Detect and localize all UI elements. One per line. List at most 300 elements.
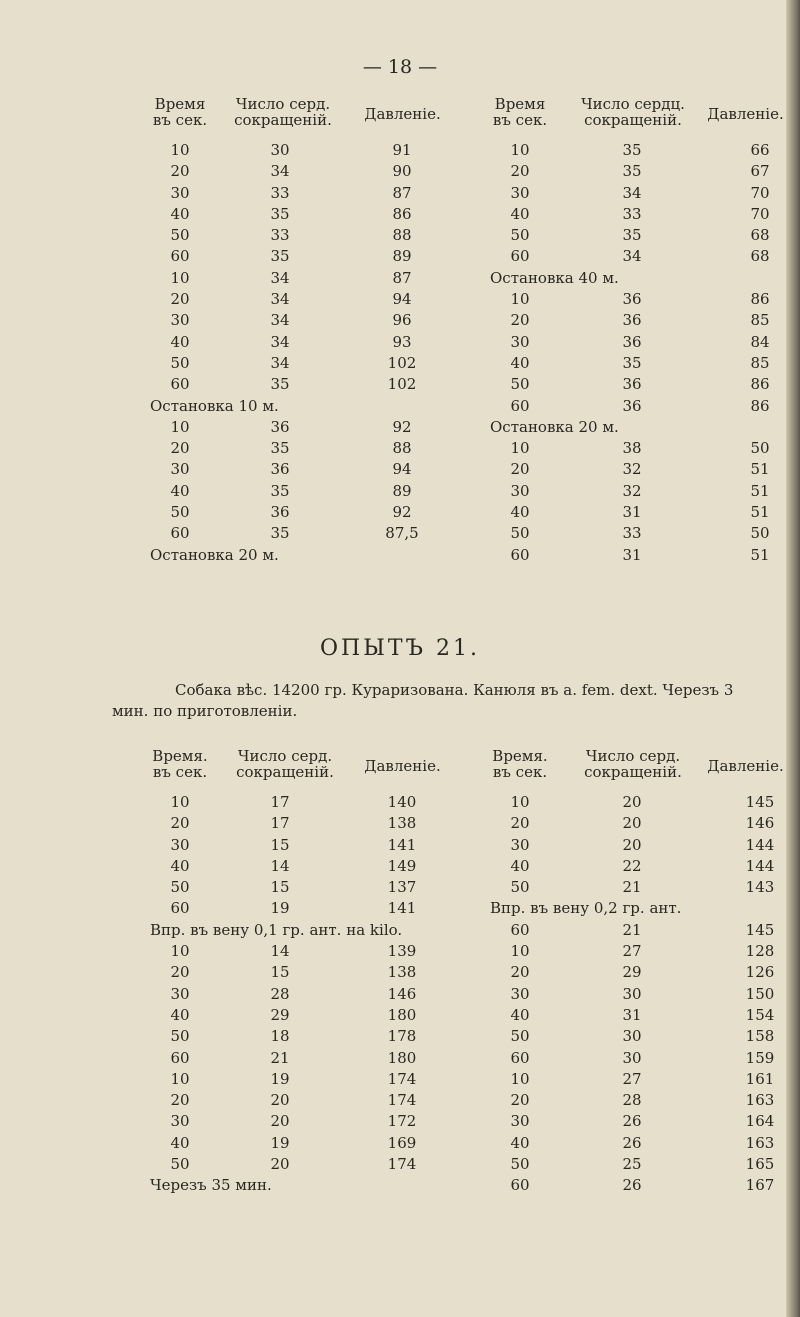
time-cell: 10 (170, 141, 190, 159)
pressure-cell: 51 (750, 503, 770, 522)
count-cell: 34 (270, 353, 290, 372)
table-row (150, 1133, 470, 1154)
table-row (150, 310, 450, 331)
pressure-cell: 86 (750, 290, 770, 309)
count-cell: 20 (270, 1112, 290, 1131)
header-line: Число сердц. (581, 95, 685, 113)
table-row (150, 140, 450, 161)
time-cell: 60 (510, 1048, 530, 1067)
table-row (150, 183, 450, 204)
table-header (490, 96, 795, 140)
table-row (150, 523, 450, 544)
time-cell: 40 (170, 856, 190, 875)
time-cell: 40 (510, 1005, 530, 1024)
pressure-cell: 174 (387, 1155, 417, 1174)
time-cell: 60 (170, 375, 190, 394)
pressure-cell: 137 (387, 878, 417, 897)
count-cell: 31 (622, 545, 642, 564)
pressure-cell: 163 (745, 1133, 775, 1152)
pressure-cell: 89 (392, 481, 412, 500)
table-row (150, 353, 450, 374)
time-cell: 60 (170, 1048, 190, 1067)
pressure-cell: 146 (745, 814, 775, 833)
col-pressure-header: Давленіе. (707, 757, 784, 775)
table-2-left (150, 748, 470, 1197)
time-cell: 30 (170, 835, 190, 854)
table-row (490, 481, 795, 502)
pressure-cell: 161 (745, 1069, 775, 1088)
header-line: Время (494, 95, 546, 113)
count-cell: 17 (270, 793, 290, 811)
time-cell: 10 (510, 141, 530, 159)
pressure-cell: 91 (392, 141, 412, 159)
count-cell: 15 (270, 878, 290, 897)
table-row (150, 877, 470, 898)
time-cell: 20 (170, 162, 190, 181)
table-row (490, 310, 795, 331)
table-row (490, 438, 795, 459)
header-line: сокращеній. (584, 763, 682, 781)
header-line: въ сек. (152, 111, 208, 129)
time-cell: 20 (510, 814, 530, 833)
table-row (490, 962, 795, 983)
table-row (150, 813, 470, 834)
table-row (490, 1090, 795, 1111)
count-cell: 36 (622, 290, 642, 309)
time-cell: 10 (170, 268, 190, 287)
time-cell: 50 (510, 878, 530, 897)
count-cell: 17 (270, 814, 290, 833)
table-note-row (490, 268, 795, 289)
table-rows (150, 792, 470, 1197)
table-row (490, 459, 795, 480)
count-cell: 34 (622, 183, 642, 202)
count-cell: 36 (270, 417, 290, 436)
pressure-cell: 86 (392, 204, 412, 223)
table-row (490, 920, 795, 941)
header-line: въ сек. (492, 111, 548, 129)
col-pressure-header: Давленіе. (364, 105, 441, 123)
count-cell: 25 (622, 1155, 642, 1174)
time-cell: 60 (510, 545, 530, 564)
time-cell: 30 (510, 183, 530, 202)
pressure-cell: 164 (745, 1112, 775, 1131)
time-cell: 20 (510, 162, 530, 181)
pressure-cell: 90 (392, 162, 412, 181)
header-line: Число серд. (237, 747, 333, 765)
pressure-cell: 66 (750, 141, 770, 159)
count-cell: 38 (622, 439, 642, 458)
note-text: Впр. въ вену 0,2 гр. ант. (490, 899, 682, 918)
time-cell: 20 (510, 963, 530, 982)
header-line: сокращеній. (584, 111, 682, 129)
table-row (490, 1069, 795, 1090)
header-line: Число серд. (235, 95, 331, 113)
table-row (150, 161, 450, 182)
count-cell: 19 (270, 1133, 290, 1152)
pressure-cell: 67 (750, 162, 770, 181)
pressure-cell: 141 (387, 835, 417, 854)
time-cell: 40 (510, 503, 530, 522)
count-cell: 33 (270, 226, 290, 245)
time-cell: 10 (170, 942, 190, 961)
pressure-cell: 88 (392, 226, 412, 245)
count-cell: 35 (270, 439, 290, 458)
count-cell: 36 (270, 503, 290, 522)
count-cell: 36 (622, 375, 642, 394)
count-cell: 26 (622, 1133, 642, 1152)
count-cell: 34 (270, 332, 290, 351)
pressure-cell: 68 (750, 247, 770, 266)
time-cell: 10 (510, 942, 530, 961)
pressure-cell: 70 (750, 204, 770, 223)
pressure-cell: 144 (745, 835, 775, 854)
time-cell: 30 (170, 984, 190, 1003)
table-row (490, 183, 795, 204)
pressure-cell: 86 (750, 375, 770, 394)
time-cell: 40 (170, 1133, 190, 1152)
time-cell: 50 (510, 375, 530, 394)
count-cell: 35 (270, 481, 290, 500)
count-cell: 33 (622, 204, 642, 223)
pressure-cell: 163 (745, 1091, 775, 1110)
count-cell: 21 (270, 1048, 290, 1067)
count-cell: 27 (622, 1069, 642, 1088)
table-note-row (150, 545, 450, 566)
time-cell: 30 (510, 984, 530, 1003)
table-row (150, 1111, 470, 1132)
table-row (490, 1154, 795, 1175)
table-row (490, 941, 795, 962)
count-cell: 20 (622, 814, 642, 833)
description-line: Собака вѣс. 14200 гр. Кураризована. Канюля въ a. fem. dext. Черезъ 3 (175, 681, 734, 699)
count-cell: 31 (622, 503, 642, 522)
pressure-cell: 158 (745, 1027, 775, 1046)
col-time-header (490, 96, 550, 128)
time-cell: 20 (170, 290, 190, 309)
table-row (150, 962, 470, 983)
pressure-cell: 51 (750, 545, 770, 564)
pressure-cell: 87,5 (385, 524, 419, 543)
count-cell: 19 (270, 899, 290, 918)
pressure-cell: 145 (745, 793, 775, 811)
table-row (490, 332, 795, 353)
pressure-cell: 88 (392, 439, 412, 458)
table-row (150, 1154, 470, 1175)
pressure-cell: 150 (745, 984, 775, 1003)
table-row (490, 856, 795, 877)
table-row (150, 502, 450, 523)
header-line: Время (154, 95, 206, 113)
count-cell: 34 (270, 162, 290, 181)
count-cell: 35 (622, 226, 642, 245)
pressure-cell: 154 (745, 1005, 775, 1024)
table-1-left (150, 96, 450, 566)
pressure-cell: 128 (745, 942, 775, 961)
count-cell: 33 (270, 183, 290, 202)
table-row (150, 898, 470, 919)
count-cell: 15 (270, 835, 290, 854)
time-cell: 10 (170, 793, 190, 811)
table-header (150, 748, 470, 792)
count-cell: 26 (622, 1112, 642, 1131)
pressure-cell: 84 (750, 332, 770, 351)
time-cell: 50 (170, 1155, 190, 1174)
pressure-cell: 87 (392, 183, 412, 202)
col-count-header (578, 748, 688, 780)
header-line: въ сек. (152, 763, 208, 781)
table-row (490, 984, 795, 1005)
time-cell: 50 (170, 226, 190, 245)
count-cell: 19 (270, 1069, 290, 1088)
pressure-cell: 68 (750, 226, 770, 245)
count-cell: 32 (622, 481, 642, 500)
note-text: Остановка 40 м. (490, 268, 619, 287)
page-number: — 18 — (362, 56, 438, 78)
pressure-cell: 149 (387, 856, 417, 875)
pressure-cell: 180 (387, 1048, 417, 1067)
pressure-cell: 93 (392, 332, 412, 351)
time-cell: 50 (170, 353, 190, 372)
count-cell: 30 (622, 984, 642, 1003)
table-row (490, 396, 795, 417)
header-line: въ сек. (492, 763, 548, 781)
table-row (150, 332, 450, 353)
time-cell: 50 (510, 524, 530, 543)
count-cell: 30 (270, 141, 290, 159)
time-cell: 50 (170, 878, 190, 897)
count-cell: 21 (622, 920, 642, 939)
table-row (490, 161, 795, 182)
time-cell: 60 (510, 1176, 530, 1195)
count-cell: 14 (270, 856, 290, 875)
table-row (490, 353, 795, 374)
pressure-cell: 51 (750, 460, 770, 479)
table-row (490, 1175, 795, 1196)
table-row (150, 1026, 470, 1047)
table-row (150, 1090, 470, 1111)
table-rows (150, 140, 450, 566)
time-cell: 60 (170, 899, 190, 918)
time-cell: 30 (510, 1112, 530, 1131)
time-cell: 10 (170, 1069, 190, 1088)
pressure-cell: 51 (750, 481, 770, 500)
count-cell: 32 (622, 460, 642, 479)
pressure-cell: 174 (387, 1069, 417, 1088)
time-cell: 50 (170, 503, 190, 522)
table-row (150, 792, 470, 813)
count-cell: 28 (622, 1091, 642, 1110)
pressure-cell: 92 (392, 417, 412, 436)
count-cell: 20 (622, 793, 642, 811)
table-row (490, 204, 795, 225)
time-cell: 10 (510, 439, 530, 458)
table-row (150, 417, 450, 438)
count-cell: 26 (622, 1176, 642, 1195)
table-row (490, 374, 795, 395)
pressure-cell: 92 (392, 503, 412, 522)
pressure-cell: 102 (387, 375, 417, 394)
time-cell: 30 (170, 311, 190, 330)
table-row (490, 1026, 795, 1047)
note-text: Остановка 10 м. (150, 396, 279, 415)
count-cell: 21 (622, 878, 642, 897)
count-cell: 35 (622, 353, 642, 372)
pressure-cell: 85 (750, 311, 770, 330)
col-count-header (230, 748, 340, 780)
table-1-right (490, 96, 795, 566)
description-line: мин. по приготовленіи. (112, 702, 298, 720)
col-time-header (490, 748, 550, 780)
pressure-cell: 174 (387, 1091, 417, 1110)
table-note-row (150, 396, 450, 417)
table-row (490, 225, 795, 246)
pressure-cell: 50 (750, 524, 770, 543)
time-cell: 40 (510, 856, 530, 875)
time-cell: 20 (170, 439, 190, 458)
time-cell: 50 (510, 1027, 530, 1046)
note-text: Остановка 20 м. (150, 545, 279, 564)
time-cell: 60 (510, 396, 530, 415)
time-cell: 40 (510, 204, 530, 223)
count-cell: 27 (622, 942, 642, 961)
table-row (490, 523, 795, 544)
table-row (150, 459, 450, 480)
table-row (150, 438, 450, 459)
pressure-cell: 102 (387, 353, 417, 372)
pressure-cell: 89 (392, 247, 412, 266)
count-cell: 29 (622, 963, 642, 982)
count-cell: 36 (622, 396, 642, 415)
time-cell: 60 (170, 524, 190, 543)
time-cell: 40 (170, 481, 190, 500)
time-cell: 50 (170, 1027, 190, 1046)
time-cell: 30 (510, 481, 530, 500)
time-cell: 30 (170, 183, 190, 202)
header-line: сокращеній. (234, 111, 332, 129)
col-time-header (150, 748, 210, 780)
pressure-cell: 141 (387, 899, 417, 918)
note-text: Впр. въ вену 0,1 гр. ант. на kilo. (150, 920, 403, 939)
table-note-row (150, 1175, 470, 1196)
table-note-row (490, 417, 795, 438)
pressure-cell: 145 (745, 920, 775, 939)
pressure-cell: 146 (387, 984, 417, 1003)
col-count-header (228, 96, 338, 128)
time-cell: 40 (170, 204, 190, 223)
table-row (150, 984, 470, 1005)
note-text: Черезъ 35 мин. (150, 1176, 272, 1195)
table-2-right (490, 748, 795, 1197)
table-header (490, 748, 795, 792)
pressure-cell: 96 (392, 311, 412, 330)
pressure-cell: 165 (745, 1155, 775, 1174)
time-cell: 30 (170, 1112, 190, 1131)
count-cell: 18 (270, 1027, 290, 1046)
count-cell: 35 (270, 375, 290, 394)
pressure-cell: 85 (750, 353, 770, 372)
count-cell: 34 (270, 311, 290, 330)
count-cell: 30 (622, 1027, 642, 1046)
pressure-cell: 87 (392, 268, 412, 287)
table-row (150, 1048, 470, 1069)
pressure-cell: 94 (392, 460, 412, 479)
time-cell: 60 (510, 247, 530, 266)
table-row (150, 835, 470, 856)
count-cell: 36 (622, 311, 642, 330)
table-row (490, 246, 795, 267)
time-cell: 20 (510, 1091, 530, 1110)
pressure-cell: 143 (745, 878, 775, 897)
pressure-cell: 139 (387, 942, 417, 961)
table-row (490, 1048, 795, 1069)
table-row (490, 1133, 795, 1154)
pressure-cell: 50 (750, 439, 770, 458)
time-cell: 20 (510, 311, 530, 330)
count-cell: 35 (270, 204, 290, 223)
pressure-cell: 140 (387, 793, 417, 811)
pressure-cell: 86 (750, 396, 770, 415)
count-cell: 35 (270, 524, 290, 543)
header-line: Число серд. (585, 747, 681, 765)
time-cell: 20 (170, 1091, 190, 1110)
time-cell: 10 (510, 1069, 530, 1088)
count-cell: 34 (622, 247, 642, 266)
col-count-header (578, 96, 688, 128)
table-rows (490, 792, 795, 1197)
time-cell: 50 (510, 1155, 530, 1174)
pressure-cell: 169 (387, 1133, 417, 1152)
note-text: Остановка 20 м. (490, 417, 619, 436)
time-cell: 50 (510, 226, 530, 245)
count-cell: 31 (622, 1005, 642, 1024)
count-cell: 14 (270, 942, 290, 961)
table-row (150, 856, 470, 877)
header-line: Время. (492, 747, 548, 765)
count-cell: 35 (622, 162, 642, 181)
time-cell: 40 (510, 353, 530, 372)
experiment-description (112, 680, 790, 722)
time-cell: 30 (510, 835, 530, 854)
pressure-cell: 138 (387, 814, 417, 833)
count-cell: 35 (622, 141, 642, 159)
table-row (490, 835, 795, 856)
pressure-cell: 70 (750, 183, 770, 202)
header-line: Время. (152, 747, 208, 765)
table-note-row (150, 920, 470, 941)
count-cell: 20 (270, 1091, 290, 1110)
table-rows (490, 140, 795, 566)
pressure-cell: 180 (387, 1005, 417, 1024)
pressure-cell: 167 (745, 1176, 775, 1195)
col-pressure-header: Давленіе. (364, 757, 441, 775)
time-cell: 10 (510, 290, 530, 309)
pressure-cell: 126 (745, 963, 775, 982)
table-row (150, 1069, 470, 1090)
time-cell: 40 (510, 1133, 530, 1152)
table-row (150, 374, 450, 395)
pressure-cell: 178 (387, 1027, 417, 1046)
time-cell: 60 (510, 920, 530, 939)
count-cell: 36 (622, 332, 642, 351)
count-cell: 34 (270, 268, 290, 287)
count-cell: 22 (622, 856, 642, 875)
table-row (490, 140, 795, 161)
table-row (150, 246, 450, 267)
time-cell: 20 (170, 963, 190, 982)
table-note-row (490, 898, 795, 919)
pressure-cell: 159 (745, 1048, 775, 1067)
